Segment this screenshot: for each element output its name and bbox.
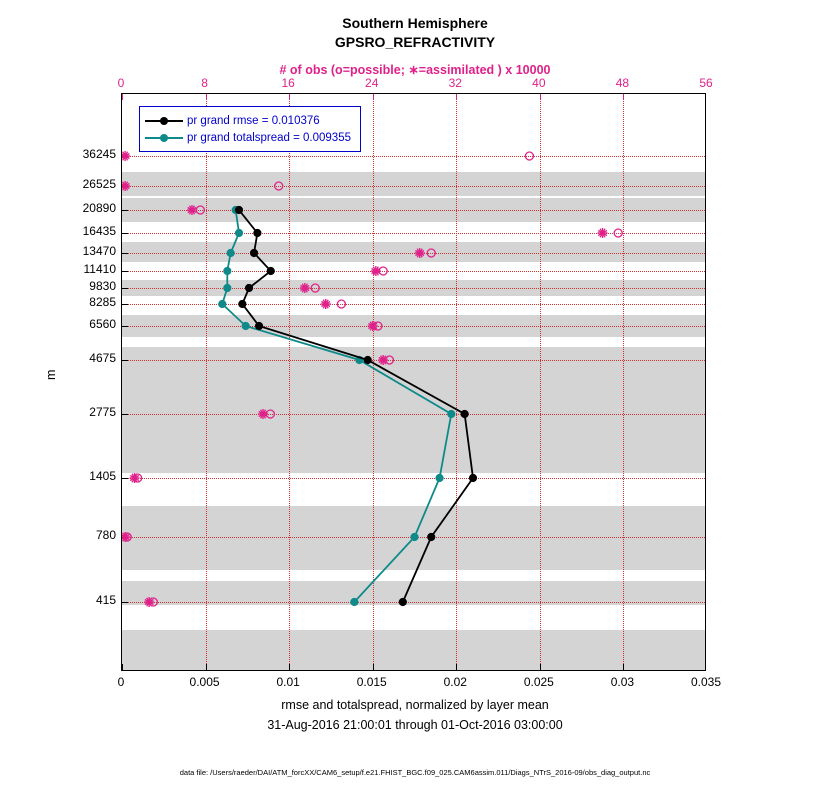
y-axis-ticklabels bbox=[8, 93, 116, 671]
assimilated-obs-marker bbox=[300, 283, 310, 293]
series-point bbox=[250, 249, 257, 256]
assimilated-obs-marker bbox=[122, 181, 130, 191]
y-tick-label: 9830 bbox=[89, 279, 116, 293]
possible-obs-marker bbox=[275, 182, 283, 190]
series-point bbox=[469, 474, 476, 481]
series-point bbox=[448, 410, 455, 417]
y-tick-label: 780 bbox=[95, 528, 116, 542]
chart-title bbox=[0, 14, 830, 52]
x-axis-ticklabels bbox=[117, 673, 722, 693]
series-point bbox=[242, 322, 249, 329]
x-tick-label: 0.03 bbox=[610, 675, 635, 689]
top-axis-title: # of obs (o=possible; ∗=assimilated ) x 10000 bbox=[279, 63, 551, 77]
series-point bbox=[224, 284, 231, 291]
series-point bbox=[235, 229, 242, 236]
series-point bbox=[351, 598, 358, 605]
series-point bbox=[224, 267, 231, 274]
y-tick-label: 11410 bbox=[83, 262, 116, 276]
assimilated-obs-marker bbox=[371, 266, 381, 276]
series-point bbox=[235, 206, 242, 213]
series-point bbox=[255, 322, 262, 329]
legend-item-rmse bbox=[145, 112, 351, 129]
possible-obs-marker bbox=[196, 206, 204, 214]
possible-obs-marker bbox=[614, 229, 622, 237]
series-point bbox=[399, 598, 406, 605]
series-point bbox=[428, 533, 435, 540]
legend bbox=[139, 106, 361, 152]
series-line bbox=[222, 210, 451, 602]
x2-tick-label: 32 bbox=[448, 76, 462, 90]
x2-tick-label: 24 bbox=[365, 76, 379, 90]
assimilated-obs-marker bbox=[415, 248, 425, 258]
y-tick-label: 8285 bbox=[89, 295, 116, 309]
series-point bbox=[411, 533, 418, 540]
assimilated-obs-marker bbox=[598, 228, 608, 238]
x2-tick-label: 48 bbox=[615, 76, 630, 90]
assimilated-obs-marker bbox=[122, 151, 130, 161]
x-tick-label: 0 bbox=[117, 675, 125, 689]
x-tick-label: 0.01 bbox=[276, 675, 300, 689]
x2-tick-label: 16 bbox=[281, 76, 295, 90]
series-point bbox=[227, 249, 234, 256]
plot-area bbox=[121, 93, 706, 671]
series-point bbox=[267, 267, 274, 274]
title-line-1: Southern Hemisphere bbox=[342, 15, 488, 31]
possible-obs-marker bbox=[427, 249, 435, 257]
x2-tick-label: 56 bbox=[699, 76, 713, 90]
possible-obs-marker bbox=[337, 300, 345, 308]
series-point bbox=[239, 300, 246, 307]
x-tick-label: 0.02 bbox=[443, 675, 467, 689]
y-tick-label: 13470 bbox=[82, 244, 116, 258]
x2-tick-label: 40 bbox=[532, 76, 546, 90]
x-axis-subtitle: 31-Aug-2016 21:00:01 through 01-Oct-2016 03:00:00 bbox=[267, 718, 563, 732]
plot-overlay bbox=[122, 94, 706, 671]
x-tick-label: 0.035 bbox=[690, 675, 722, 689]
assimilated-obs-marker bbox=[258, 409, 268, 419]
legend-label-totalspread: pr grand totalspread = 0.009355 bbox=[187, 131, 351, 144]
x-tick-label: 0.005 bbox=[189, 675, 220, 689]
legend-item-totalspread bbox=[145, 129, 351, 146]
series-point bbox=[254, 229, 261, 236]
x2-tick-label: 8 bbox=[201, 76, 208, 90]
y-tick-label: 2775 bbox=[89, 405, 116, 419]
y-tick-label: 415 bbox=[95, 593, 116, 607]
y-tick-label: 16435 bbox=[82, 224, 116, 238]
assimilated-obs-marker bbox=[187, 205, 197, 215]
y-tick-label: 4675 bbox=[89, 351, 116, 365]
footer-datafile: data file: /Users/raeder/DAI/ATM_forcXX/CAM6_setup/f.e21.FHIST_BGC.f09_025.CAM6assim.011/Diags_NTrS_2016-09/obs_diag_output.nc bbox=[179, 768, 651, 777]
y-tick-label: 20890 bbox=[82, 201, 116, 215]
series-point bbox=[245, 284, 252, 291]
possible-obs-marker bbox=[525, 152, 533, 160]
x-tick-label: 0.025 bbox=[523, 675, 554, 689]
top-axis-ticklabels bbox=[117, 76, 713, 92]
possible-obs-marker bbox=[311, 284, 319, 292]
y-tick-label: 36245 bbox=[82, 147, 116, 161]
legend-label-rmse: pr grand rmse = 0.010376 bbox=[187, 114, 320, 127]
y-axis-title: m bbox=[44, 369, 58, 380]
title-line-2: GPSRO_REFRACTIVITY bbox=[334, 34, 496, 50]
x-tick-label: 0.015 bbox=[356, 675, 387, 689]
series-point bbox=[436, 474, 443, 481]
x2-tick-label: 0 bbox=[117, 76, 125, 90]
legend-swatch-totalspread bbox=[145, 132, 183, 144]
series-point bbox=[219, 300, 226, 307]
y-tick-label: 1405 bbox=[89, 469, 116, 483]
x-axis-title: rmse and totalspread, normalized by layer mean bbox=[281, 698, 549, 712]
legend-swatch-rmse bbox=[145, 115, 183, 127]
y-tick-label: 26525 bbox=[82, 177, 116, 191]
series-point bbox=[364, 356, 371, 363]
assimilated-obs-marker bbox=[321, 299, 331, 309]
series-point bbox=[461, 410, 468, 417]
y-tick-label: 6560 bbox=[89, 317, 116, 331]
